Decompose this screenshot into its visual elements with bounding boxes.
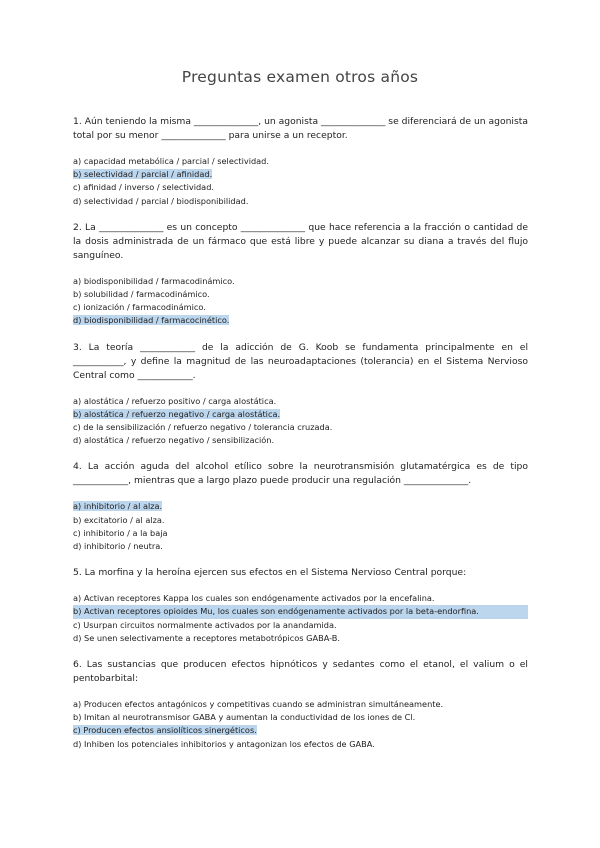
question-6 [73,658,528,751]
option-c: c) inhibitorio / a la baja [73,527,168,538]
option-d: d) Se unen selectivamente a receptores metabotrópicos GABA-B. [73,632,341,643]
answer-options [73,275,528,328]
option-b-highlighted: b) Activan receptores opioides Mu, los cuales son endógenamente activados por la beta-endorfina. [73,605,528,618]
question-2 [73,221,528,328]
option-c: c) Usurpan circuitos normalmente activados por la anandamida. [73,619,337,630]
answer-options [73,395,528,448]
answer-options [73,500,528,553]
option-b: b) solubilidad / farmacodinámico. [73,289,210,300]
option-b-highlighted [73,168,528,181]
question-text: 1. Aún teniendo la misma ______________, un agonista ______________ se diferenciará de un agonista total por su menor ______________ para unirse a un receptor. [73,116,528,141]
answer-options [73,592,528,645]
question-text: 5. La morfina y la heroína ejercen sus efectos en el Sistema Nervioso Central porque: [73,567,467,579]
option-a: a) Activan receptores Kappa los cuales son endógenamente activados por la encefalina. [73,593,435,604]
option-d: d) selectividad / parcial / biodisponibilidad. [73,195,249,206]
answer-options [73,155,528,208]
page-title: Preguntas examen otros años [181,68,419,86]
option-a: a) capacidad metabólica / parcial / selectividad. [73,156,269,166]
option-d: d) inhibitorio / neutra. [73,541,163,552]
option-a: a) Producen efectos antagónicos y competitivas cuando se administran simultáneamente. [73,699,444,710]
highlighted-answer: d) biodisponibilidad / farmacocinético. [73,315,230,326]
option-a: a) alostática / refuerzo positivo / carga alostática. [73,395,277,406]
option-b-highlighted [73,408,528,421]
question-5 [73,566,528,645]
question-3 [73,341,528,448]
question-text: 4. La acción aguda del alcohol etílico sobre la neurotransmisión glutamatérgica es de tipo ____________, mientras que a largo plazo puede producir una regulación ______________. [73,461,528,487]
option-c: c) ionización / farmacodinámico. [73,302,206,313]
question-text: 6. Las sustancias que producen efectos hipnóticos y sedantes como el etanol, el valium o el pentobarbital: [73,659,528,685]
option-c-highlighted [73,724,528,737]
option-d-highlighted [73,314,528,327]
question-1 [73,115,528,208]
answer-options [73,698,528,751]
highlighted-answer: b) alostática / refuerzo negativo / carga alostática. [73,408,281,419]
highlighted-answer: c) Producen efectos ansiolíticos sinergéticos. [73,725,257,736]
option-a: a) biodisponibilidad / farmacodinámico. [73,275,235,286]
option-c: c) afinidad / inverso / selectividad. [73,182,214,193]
option-c: c) de la sensibilización / refuerzo negativo / tolerancia cruzada. [73,422,333,433]
option-b: b) Imitan al neurotransmisor GABA y aumentan la conductividad de los iones de Cl. [73,712,416,723]
questions-list [73,115,528,764]
question-4 [73,460,528,553]
question-text: 3. La teoría ____________ de la adicción de G. Koob se fundamenta principalmente en el ___________, y define la magnitud de las neuroadaptaciones (tolerancia) en el Sistema Nervioso Central como ____________. [73,341,528,381]
option-a-highlighted [73,500,528,513]
question-text: 2. La ______________ es un concepto ______________ que hace referencia a la fracción o cantidad de la dosis administrada de un fármaco que está libre y puede alcanzar su diana a través del flujo sanguíneo. [73,221,528,261]
option-d: d) Inhiben los potenciales inhibitorios y antagonizan los efectos de GABA. [73,738,375,749]
highlighted-answer: b) selectividad / parcial / afinidad. [73,169,213,180]
highlighted-answer: a) inhibitorio / al alza. [73,501,163,512]
option-d: d) alostática / refuerzo negativo / sensibilización. [73,435,275,446]
option-b: b) excitatorio / al alza. [73,514,165,525]
